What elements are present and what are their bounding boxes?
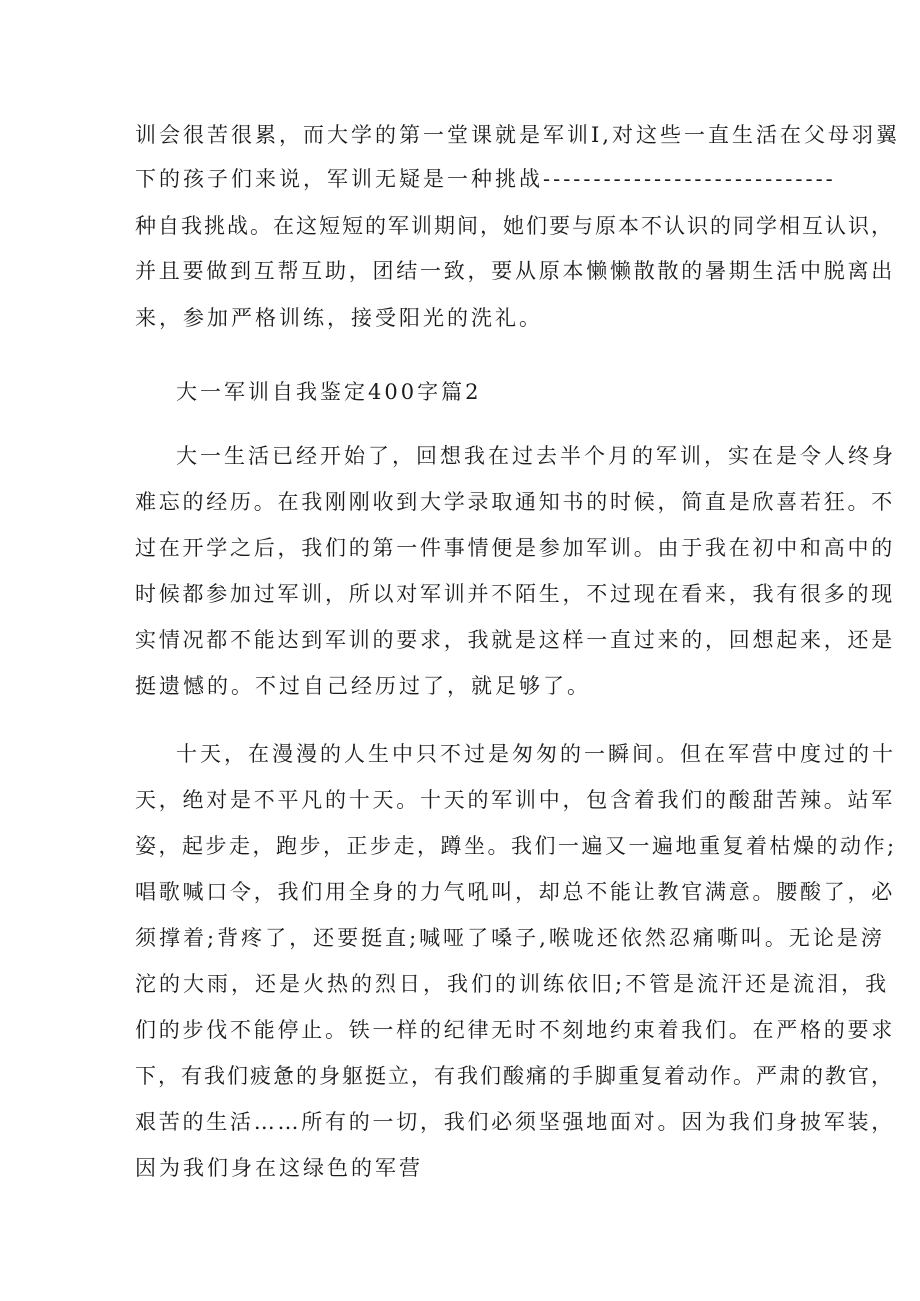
- para1-line-5: 实情况都不能达到军训的要求，我就是这样一直过来的，回想起来，还是: [135, 628, 895, 652]
- para2-line-9: 艰苦的生活……所有的一切，我们必须坚强地面对。因为我们身披军装，: [135, 1110, 895, 1134]
- para2-line-5: 须撑着;背疼了，还要挺直;喊哑了嗓子,喉咙还依然忍痛嘶叫。无论是滂: [135, 926, 885, 950]
- section-heading: 大一军训自我鉴定400字篇2: [176, 380, 482, 404]
- para1-line-3: 过在开学之后，我们的第一件事情便是参加军训。由于我在初中和高中的: [135, 536, 895, 560]
- para1-line-6: 挺遗憾的。不过自己经历过了，就足够了。: [135, 674, 591, 698]
- para1-line-1: 大一生活已经开始了，回想我在过去半个月的军训，实在是令人终身: [176, 444, 896, 468]
- intro-line-4: 并且要做到互帮互助，团结一致，要从原本懒懒散散的暑期生活中脱离出: [135, 259, 895, 283]
- intro-line-5: 来，参加严格训练，接受阳光的洗礼。: [135, 306, 543, 330]
- para2-line-1: 十天，在漫漫的人生中只不过是匆匆的一瞬间。但在军营中度过的十: [176, 742, 896, 766]
- para2-line-10: 因为我们身在这绿色的军营: [135, 1156, 423, 1180]
- para1-line-4: 时候都参加过军训，所以对军训并不陌生，不过现在看来，我有很多的现: [135, 582, 895, 606]
- para2-line-8: 下，有我们疲惫的身躯挺立，有我们酸痛的手脚重复着动作。严肃的教官，: [135, 1064, 894, 1088]
- para2-line-4: 唱歌喊口令，我们用全身的力气吼叫，却总不能让教官满意。腰酸了，必: [135, 880, 895, 904]
- para2-line-6: 沱的大雨，还是火热的烈日，我们的训练依旧;不管是流汗还是流泪，我: [135, 972, 890, 996]
- para2-line-7: 们的步伐不能停止。铁一样的纪律无时不刻地约束着我们。在严格的要求: [135, 1018, 895, 1042]
- intro-line-2: 下的孩子们来说，军训无疑是一种挑战-----------------------------: [135, 167, 836, 191]
- para1-line-2: 难忘的经历。在我刚刚收到大学录取通知书的时候，简直是欣喜若狂。不: [135, 490, 895, 514]
- intro-line-1: 训会很苦很累，而大学的第一堂课就是军训I,对这些一直生活在父母羽翼: [135, 123, 900, 147]
- para2-line-3: 姿，起步走，跑步，正步走，蹲坐。我们一遍又一遍地重复着枯燥的动作;: [135, 834, 897, 858]
- intro-line-3: 种自我挑战。在这短短的军训期间，她们要与原本不认识的同学相互认识，: [135, 214, 894, 238]
- para2-line-2: 天，绝对是不平凡的十天。十天的军训中，包含着我们的酸甜苦辣。站军: [135, 788, 895, 812]
